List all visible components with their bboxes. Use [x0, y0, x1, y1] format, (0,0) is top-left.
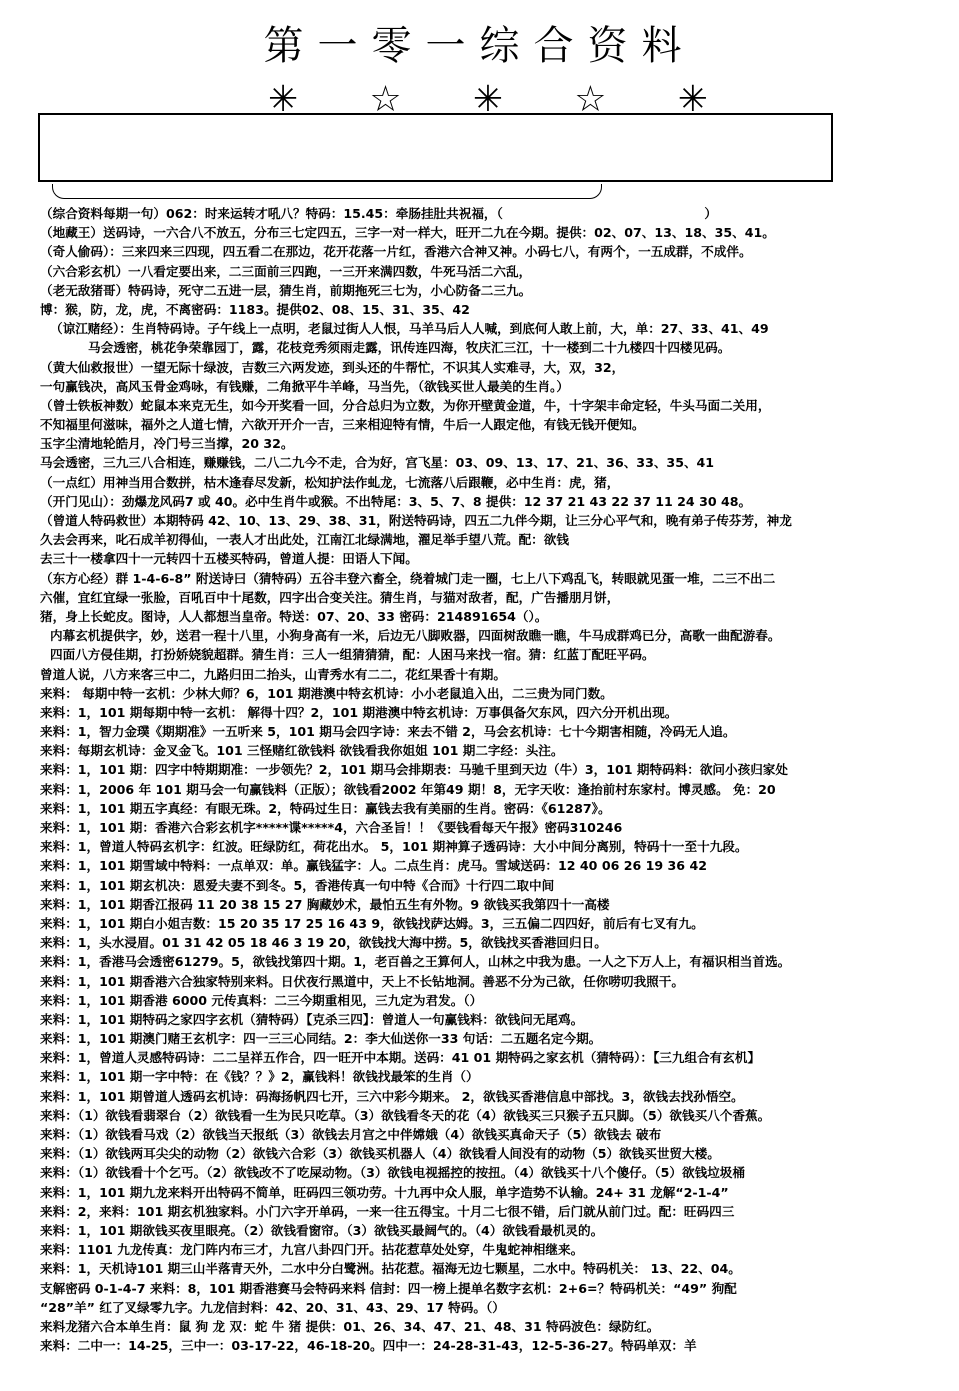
text-line: 来料：每期玄机诗：金叉金飞。101 三怪赌红欲钱料 欲钱看我你姐姐 101 期二字经：头注。: [40, 743, 564, 759]
text-line: 来料：1，101 期白小姐吉数：15 20 35 17 25 16 43 9，欲钱找萨达姆。3，三五偏二四四好，前后有七叉有九。: [40, 915, 704, 931]
blank-banner-box: [38, 113, 833, 182]
text-line: 来料： 每期中特一玄机：少林大师？6，101 期港澳中特玄机诗：小小老鼠追入出，二三贵为同门数。: [40, 685, 613, 701]
text-line: 来料：1，101 期香江报码 11 20 38 15 27 胸藏妙术，最怕五生有外物。9 欲钱买我第四十一高楼: [40, 896, 610, 912]
text-line: 去三十一楼拿四十一元转四十五楼买特码，曾道人提：田语人下闻。: [40, 551, 418, 567]
text-line: 猪，身上长蛇皮。图诗，人人都想当皇帝。特送：07、20、33 密码：214891654（）。: [40, 608, 548, 624]
text-line: （东方心经）群 1-4-6-8” 附送诗曰（猜特码）五谷丰登六畜全，绕着城门走一圈，七上八下鸡乱飞，转眼就见蛋一堆，二三不出二: [40, 570, 776, 586]
content-body: [40, 204, 952, 1355]
text-line: 来料：（1）欲钱看翡翠台（2）欲钱看一生为民只吃草。（3）欲钱看冬天的花（4）欲钱买三只猴子五只脚。（5）欲钱买八个香蕉。: [40, 1107, 771, 1123]
text-line: 不知福里何滋味，福外之人道七情，六欲开开介一吉，三来相迎特有情，牛后一人跟定他，有钱无钱开便知。: [40, 417, 645, 433]
text-line: （一点红）用神当用合数拼，枯木逢春尽发新，松知护法作虬龙，七流落八后跟鞭，必中生肖：虎，猪，: [40, 474, 620, 490]
text-line: 来料龙猪六合本单生肖：鼠 狗 龙 双：蛇 牛 猪 提供：01、26、34、47、21、48、31 特码波色：绿防红。: [40, 1318, 660, 1334]
text-line: 博：猴，防，龙，虎，不离密码：1183。提供02、08、15、31、35、42: [40, 301, 470, 317]
text-line: 来料：1，香港马会透密61279。5，欲钱找第四十期。1，老百兽之王算何人，山林之中我为患。一人之下万人上，有福识相当首选。: [40, 954, 791, 970]
text-line: 马会透密，三九三八合相连，赚赚钱，二八二九今不走，合为好，宫飞星：03、09、13、17、21、36、33、35、41: [40, 455, 715, 471]
text-line: 曾道人说，八方来客三中二，九路归田二抬头，山青秀水有二二，花红果香十有期。: [40, 666, 506, 682]
text-line: （开门见山）：劲爆龙风码7 或 40。必中生肖牛或猴。不出特尾：3、5、7、8 提供：12 37 21 43 22 37 11 24 30 48。: [40, 493, 752, 509]
text-line: 来料：1，101 期香港 6000 元传真料：二三今期重相见，三九定为君发。（）: [40, 992, 483, 1008]
text-line: 来料：1，智力金璞《期期准》一五听来 5，101 期马会四字诗：来去不错 2，马会玄机诗：七十今期害相随，冷码无人追。: [40, 724, 736, 740]
text-line: 来料：（1）欲钱看马戏（2）欲钱当天报纸（3）欲钱去月宫之中伴嫦娥（4）欲钱买真命天子（5）欲钱去 破布: [40, 1127, 662, 1142]
text-line: 来料：2，来料：101 期玄机独家料。小门六字开单码，一来一往五得宝。十月二七很不错，后门就从前门过。配：旺码四三: [40, 1203, 735, 1219]
text-line: 四面八方侵佳期，打扮娇娆貌超群。猜生肖：三人一组猜猜猜，配：人困马来找一宿。猜：红蓝丁配旺平码。: [50, 647, 655, 663]
text-line: 一句赢钱决，高风玉骨金鸡咏，有钱赚，二角掀平牛羊峰，马当先，（欲钱买世人最美的生肖。）: [40, 378, 569, 394]
text-line: 来料：1，101 期一字中特：在《钱？？》2，赢钱料！欲钱找最笨的生肖（）: [40, 1069, 479, 1085]
star-icon: ✳: [472, 79, 504, 120]
text-line: 来料：1，101 期欲钱买夜里眼亮。（2）欲钱看窗帘。（3）欲钱买最阔气的。（4）欲钱看最机灵的。: [40, 1222, 604, 1238]
text-line: 六催，宜红宜绿一张脸，百吼百中十尾数，四字出合变关注。猜生肖，与猫对敌者，配，广告播朋月饼，: [40, 589, 620, 605]
text-line: （奇人偷码）：三来四来三四现，四五看二在那边，花开花落一片红，香港六合神又神。小码七八，有两个，一五成群，不成伴。: [40, 244, 752, 260]
text-line: （曾士铁板神数）蛇鼠本来克无生，如今开奖看一回，分合总归为立数，为你开壁黄金道，牛，十字架丰命定轻，牛头马面二关用，: [40, 397, 771, 413]
text-line: 支解密码 0-1-4-7 来料：8，101 期香港赛马会特码来料 信封：四一榜上提单名数字玄机：2+6=？特码机关：“49” 狗配: [40, 1280, 737, 1296]
text-line: 来料：1，101 期特码之家四字玄机（猜特码）【克杀三四】：曾道人一句赢钱料：欲钱问无尾鸡。: [40, 1011, 584, 1027]
text-line: 来料：1，101 期香港六合独家特别来料。日伏夜行黑道中，天上不长钻地洞。善恶不分为己欲，任你唠叨我照干。: [40, 973, 684, 989]
text-line: （六合彩玄机）一八看定要出来，二三面前三四跑，一三开来满四数，牛死马活二六乱，: [40, 263, 532, 279]
text-line: 内幕玄机提供字，妙，送君一程十八里，小狗身高有一米，后边无八脚败器，四面树敌瞧一瞧，牛马成群鸡已分，高歌一曲配游春。: [50, 628, 781, 644]
text-line: 来料：1，101 期澳门赌王玄机字：四一三三心同结。2：李大仙送你一33 句话：二五题名定今期。: [40, 1031, 602, 1047]
text-line: 来料：1，曾道人特码玄机字：红波。旺绿防红，荷花出水。 5，101 期神算子透码诗：大小中间分离别，特码十一至十九段。: [40, 839, 748, 855]
text-line: 来料：1，101 期曾道人透码玄机诗：码海扬帆四七开，三六中彩今期来。 2，欲钱买香港信息中部找。3，欲钱去找孙悟空。: [40, 1088, 744, 1104]
text-line: 马会透密，桃花争荣靠园丁，露，花枝竞秀须雨走露，讯传连四海，牧庆汇三江，十一楼到二十九楼四十四楼见码。: [88, 340, 731, 356]
text-line: 来料：1，101 期每期中特一玄机： 解得十四？2，101 期港澳中特玄机诗：万事俱备欠东风，四六分开机出现。: [40, 704, 678, 720]
text-line: （地藏王）送码诗，一六合八不放五，分布三七定四五，三字一对一样大，旺开二九在今期。提供：02、07、13、18、35、41。: [40, 225, 775, 241]
text-line: “28”羊” 红了叉绿零九字。九龙信封料：42、20、31、43、29、17 特码。（）: [40, 1299, 505, 1315]
text-line: 来料：1，天机诗101 期三山半落青天外，二水中分白鹭洲。拈花惹。福海无边七颗星，二水中。特码机关： 13、22、04。: [40, 1261, 741, 1277]
text-line: 来料：二中一：14-25，三中一：03-17-22，46-18-20。四中一：24-28-31-43，12-5-36-27。特码单双：羊: [40, 1338, 697, 1354]
text-line: 来料：1，曾道人灵感特码诗：二二呈祥五作合，四一旺开中本期。送码：41 01 期特码之家玄机（猜特码）：【三九组合有玄机】: [40, 1050, 761, 1066]
text-line: 来料：1，2006 年 101 期马会一句赢钱料（正版）；欲钱看2002 年第49 期！8，无字天收：逢抬前村东家村。博灵感。 免：20: [40, 781, 776, 797]
text-line: 来料：1，101 期雪域中特料：一点单双：单。赢钱猛字：人。二点生肖：虎马。雪域送码：12 40 06 26 19 36 42: [40, 858, 707, 874]
banner-bracket: [52, 184, 602, 199]
text-line: 来料：1，101 期：四字中特期期准：一步领先？2，101 期马会排期表：马驰千里到天边（牛）3，101 期特码料：欲问小孩归家处: [40, 762, 788, 778]
text-line: 玉字尘清地轮皓月，冷门号三当撑，20 32。: [40, 436, 294, 452]
star-icon: ✳: [677, 79, 708, 120]
text-line: （综合资料每期一句）062：时来运转才吼八？特码：15.45：牵肠挂肚共祝福，（ ）: [40, 206, 717, 221]
text-line: 来料：1，101 期玄机决：恩爱夫妻不到冬。5，香港传真一句中特《合而》十行四二取中间: [40, 877, 555, 893]
text-line: 来料：1，101 期九龙来料开出特码不简单，旺码四三领功劳。十九再中众人服，单字造势不认输。24+ 31 龙解“2-1-4”: [40, 1184, 729, 1200]
text-line: 来料：1，101 期：香港六合彩玄机字*****谍*****4，六合圣旨！！《要钱看每天午报》密码310246: [40, 820, 623, 835]
star-icon: ☆: [369, 79, 402, 120]
text-line: 久去会再来，叱石成羊初得仙，一表人才出此处，江南江北绿满地，濯足举手望八荒。配：欲钱: [40, 532, 569, 548]
text-line: （谅江赌经）：生肖特码诗。子午线上一点明，老鼠过街人人恨，马羊马后人人喊，到底何人敢上前，大，单：27、33、41、49: [50, 321, 769, 337]
text-line: 来料：（1）欲钱两耳尖尖的动物（2）欲钱六合彩（3）欲钱买机器人（4）欲钱看人间没有的动物（5）欲钱买世贸大楼。: [40, 1146, 720, 1162]
text-line: 来料：1，101 期五字真经：有眼无珠。2，特码过生日：赢钱去我有美丽的生肖。密码：《61287》。: [40, 800, 611, 816]
text-line: （黄大仙救报世）一望无际十绿波，吉数三六两发迹，到头还的牛帮忙，不识其人实难寻，大，双，32，: [40, 359, 625, 375]
text-line: 来料：（1）欲钱看十个乞丐。（2）欲钱改不了吃屎动物。（3）欲钱电视摇控的按扭。（4）欲钱买十八个傻仔。（5）欲钱垃圾桶: [40, 1165, 745, 1181]
star-icon: ☆: [574, 79, 607, 120]
text-line: 来料：1，头水浸眉。01 31 42 05 18 46 3 19 20，欲钱找大海中捞。5，欲钱找买香港回归日。: [40, 935, 607, 951]
text-line: （曾道人特码救世）本期特码 42、10、13、29、38、31，附送特码诗，四五二九伴今期，让三分心平气和，晚有弟子传芬芳，神龙: [40, 513, 792, 528]
page-title: 第一零一综合资料: [263, 23, 696, 69]
text-line: （老无敌猪哥）特码诗，死守二五进一层，猜生肖，前期拖死三七为，小心防备二三九。: [40, 282, 532, 298]
text-line: 来料：1101 九龙传真：龙门阵内布三才，九宫八卦四门开。拈花惹草处处穿，牛鬼蛇神相继来。: [40, 1242, 584, 1258]
star-icon: ✳: [268, 79, 299, 120]
